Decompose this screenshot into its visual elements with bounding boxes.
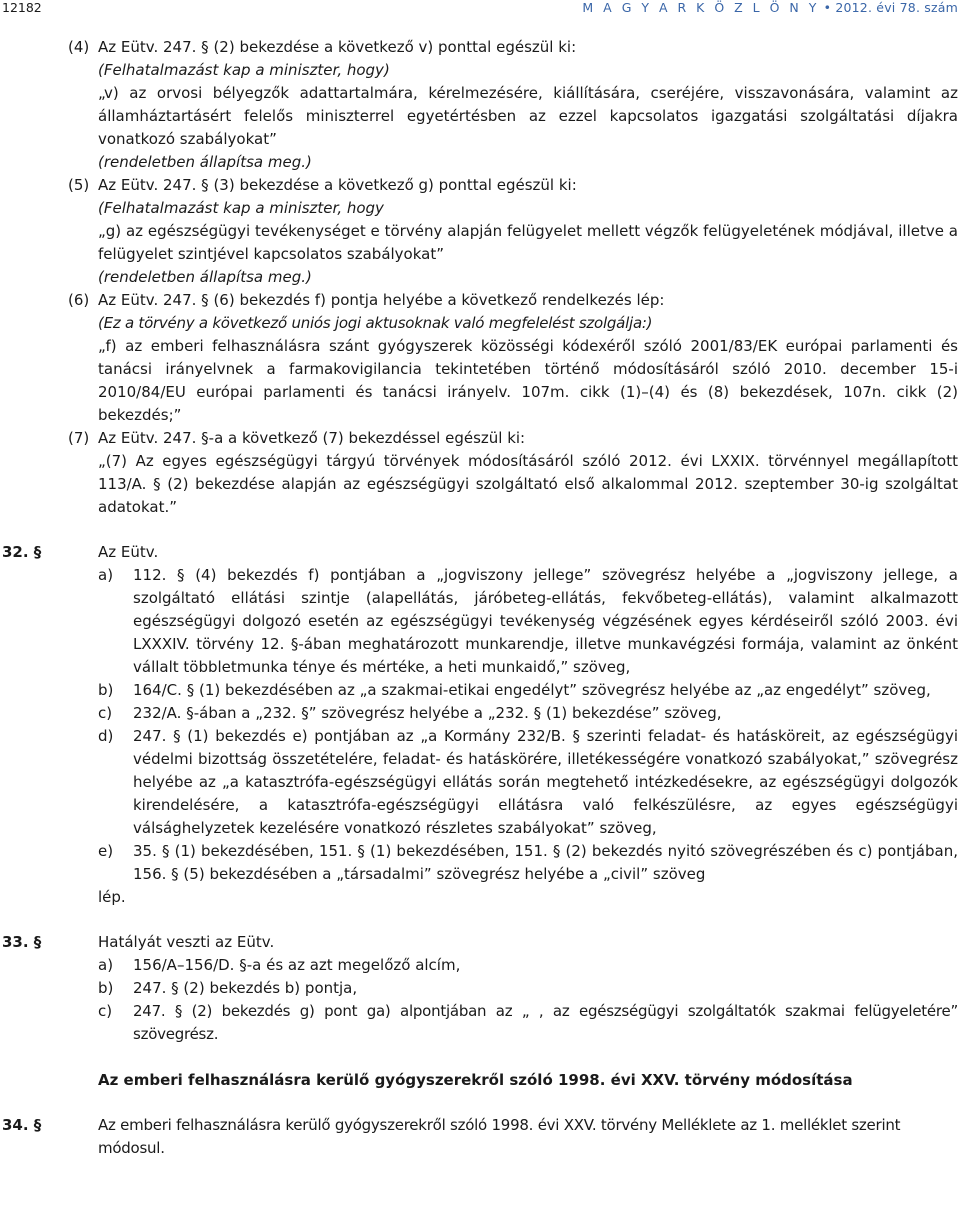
section-line: Az Eütv. xyxy=(98,543,159,561)
point-c xyxy=(0,702,960,725)
point-c xyxy=(0,1000,960,1046)
point-text: 156/A–156/D. §-a és az azt megelőző alcím, xyxy=(133,956,461,974)
point-text: 247. § (2) bekezdés g) pont ga) alpontjában az „ , az egészségügyi szolgáltatók szakmai felügyeletére” szövegrész. xyxy=(133,1002,958,1043)
amendment-line: Az Eütv. 247. § (6) bekezdés f) pontja helyébe a következő rendelkezés lép: xyxy=(98,291,665,309)
paragraph-6 xyxy=(0,289,960,312)
chapter-heading: Az emberi felhasználásra kerülő gyógyszerekről szóló 1998. évi XXV. törvény módosítása xyxy=(98,1071,853,1089)
section-line: Hatályát veszti az Eütv. xyxy=(98,933,275,951)
point-d xyxy=(0,725,960,840)
section-33 xyxy=(0,931,960,954)
point-label: c) xyxy=(98,704,113,722)
point-text: 35. § (1) bekezdésében, 151. § (1) bekezdésében, 151. § (2) bekezdés nyitó szövegrészében és c) pontjában, 156. § (5) bekezdésében a „társadalmi” szövegrész helyébe a „civil” szöveg xyxy=(133,842,958,883)
point-label: b) xyxy=(98,681,114,699)
amendment-text: „f) az emberi felhasználásra szánt gyógyszerek közösségi kódexéről szóló 2001/83/EK európai parlamenti és tanácsi irányelvnek a farmakovigilancia tekintetében történő módosításáról szóló 2010. december 15-i 2010/84/EU európai parlamenti és tanácsi irányelv. 107m. cikk (1)–(4) és (8) bekezdések, 107n. cikk (2) bekezdés;” xyxy=(98,337,958,424)
amendment-text: „v) az orvosi bélyegzők adattartalmára, kérelmezésére, kiállítására, cseréjére, visszavonására, valamint az államháztartásért felelős miniszterrel egyetértésben az ezzel kapcsolatos igazgatási szolgáltatási díjakra vonatkozó szabályokat” xyxy=(98,84,958,148)
amendment-line: Az Eütv. 247. § (3) bekezdése a következő g) ponttal egészül ki: xyxy=(98,176,577,194)
point-label: e) xyxy=(98,842,114,860)
paragraph-label: (7) xyxy=(68,429,90,447)
point-b xyxy=(0,977,960,1000)
section-label: 32. § xyxy=(2,543,42,561)
point-a xyxy=(0,954,960,977)
issue-number: 2012. évi 78. szám xyxy=(835,0,958,15)
context-intro: (Felhatalmazást kap a miniszter, hogy) xyxy=(98,61,390,79)
section-label: 33. § xyxy=(2,933,42,951)
paragraph-5 xyxy=(0,174,960,197)
section-text: Az emberi felhasználásra kerülő gyógyszerekről szóló 1998. évi XXV. törvény Melléklete az 1. melléklet szerint módosul. xyxy=(98,1116,901,1157)
point-label: a) xyxy=(98,956,114,974)
point-text: 112. § (4) bekezdés f) pontjában a „jogviszony jellege” szövegrész helyébe a „jogviszony jellege, a szolgáltató ellátási szintje (alapellátás, járóbeteg-ellátás, fekvőbeteg-ellátás), valamint alkalmazott egészségügyi dolgozó esetén az egészségügyi tevékenység végzésének egyes kérdéseiről szóló 2003. évi LXXXIV. törvény 12. §-ában meghatározott munkarendje, illetve munkavégzési formája, valamint az önként vállalt többletmunka ténye és mértéke, a heti munkaidő,” szöveg, xyxy=(133,566,958,676)
point-a xyxy=(0,564,960,679)
section-32 xyxy=(0,541,960,564)
amendment-text: „g) az egészségügyi tevékenységet e törvény alapján felügyelet mellett végzők felügyeletének módjával, illetve a felügyelet szintjével kapcsolatos szabályokat” xyxy=(98,222,958,263)
point-text: 232/A. §-ában a „232. §” szövegrész helyébe a „232. § (1) bekezdése” szöveg, xyxy=(133,704,722,722)
context-intro: (Ez a törvény a következő uniós jogi aktusoknak való megfelelést szolgálja:) xyxy=(98,314,653,332)
section-34 xyxy=(0,1114,960,1160)
paragraph-label: (6) xyxy=(68,291,90,309)
document-body xyxy=(0,36,960,1160)
amendment-text: „(7) Az egyes egészségügyi tárgyú törvények módosításáról szóló 2012. évi LXXIX. törvénnyel megállapított 113/A. § (2) bekezdése alapján az egészségügyi szolgáltató első alkalommal 2012. szeptember 30-ig szolgáltat adatokat.” xyxy=(98,452,958,516)
page-header xyxy=(0,0,960,18)
point-label: d) xyxy=(98,727,114,745)
publication-info xyxy=(582,0,958,15)
paragraph-label: (4) xyxy=(68,38,90,56)
point-e xyxy=(0,840,960,886)
publication-title: M A G Y A R K Ö Z L Ö N Y xyxy=(582,0,820,15)
closing-word: lép. xyxy=(98,888,126,906)
context-outro: (rendeletben állapítsa meg.) xyxy=(98,153,312,171)
page-number: 12182 xyxy=(2,0,42,15)
context-intro: (Felhatalmazást kap a miniszter, hogy xyxy=(98,199,384,217)
amendment-line: Az Eütv. 247. §-a a következő (7) bekezdéssel egészül ki: xyxy=(98,429,526,447)
point-text: 247. § (1) bekezdés e) pontjában az „a Kormány 232/B. § szerinti feladat- és hatásköreit, az egészségügyi védelmi bizottság összetételére, feladat- és hatáskörére, illetékességére vonatkozó szabályokat,” szövegrész helyébe az „a katasztrófa-egészségügyi ellátás során megtehető intézkedésekre, az egészségügyi dolgozók kirendelésére, a katasztrófa-egészségügyi ellátásra való felkészülésre, az egyes egészségügyi válsághelyzetek kezelésére vonatkozó részletes szabályokat” szöveg, xyxy=(133,727,958,837)
header-bullet: • xyxy=(823,0,832,15)
amendment-line: Az Eütv. 247. § (2) bekezdése a következő v) ponttal egészül ki: xyxy=(98,38,577,56)
paragraph-7 xyxy=(0,427,960,450)
point-b xyxy=(0,679,960,702)
point-text: 164/C. § (1) bekezdésében az „a szakmai-etikai engedélyt” szövegrész helyébe az „az engedélyt” szöveg, xyxy=(133,681,931,699)
context-outro: (rendeletben állapítsa meg.) xyxy=(98,268,312,286)
paragraph-label: (5) xyxy=(68,176,90,194)
paragraph-4 xyxy=(0,36,960,59)
point-label: b) xyxy=(98,979,114,997)
point-label: a) xyxy=(98,566,114,584)
point-label: c) xyxy=(98,1002,113,1020)
point-text: 247. § (2) bekezdés b) pontja, xyxy=(133,979,358,997)
section-label: 34. § xyxy=(2,1116,42,1134)
